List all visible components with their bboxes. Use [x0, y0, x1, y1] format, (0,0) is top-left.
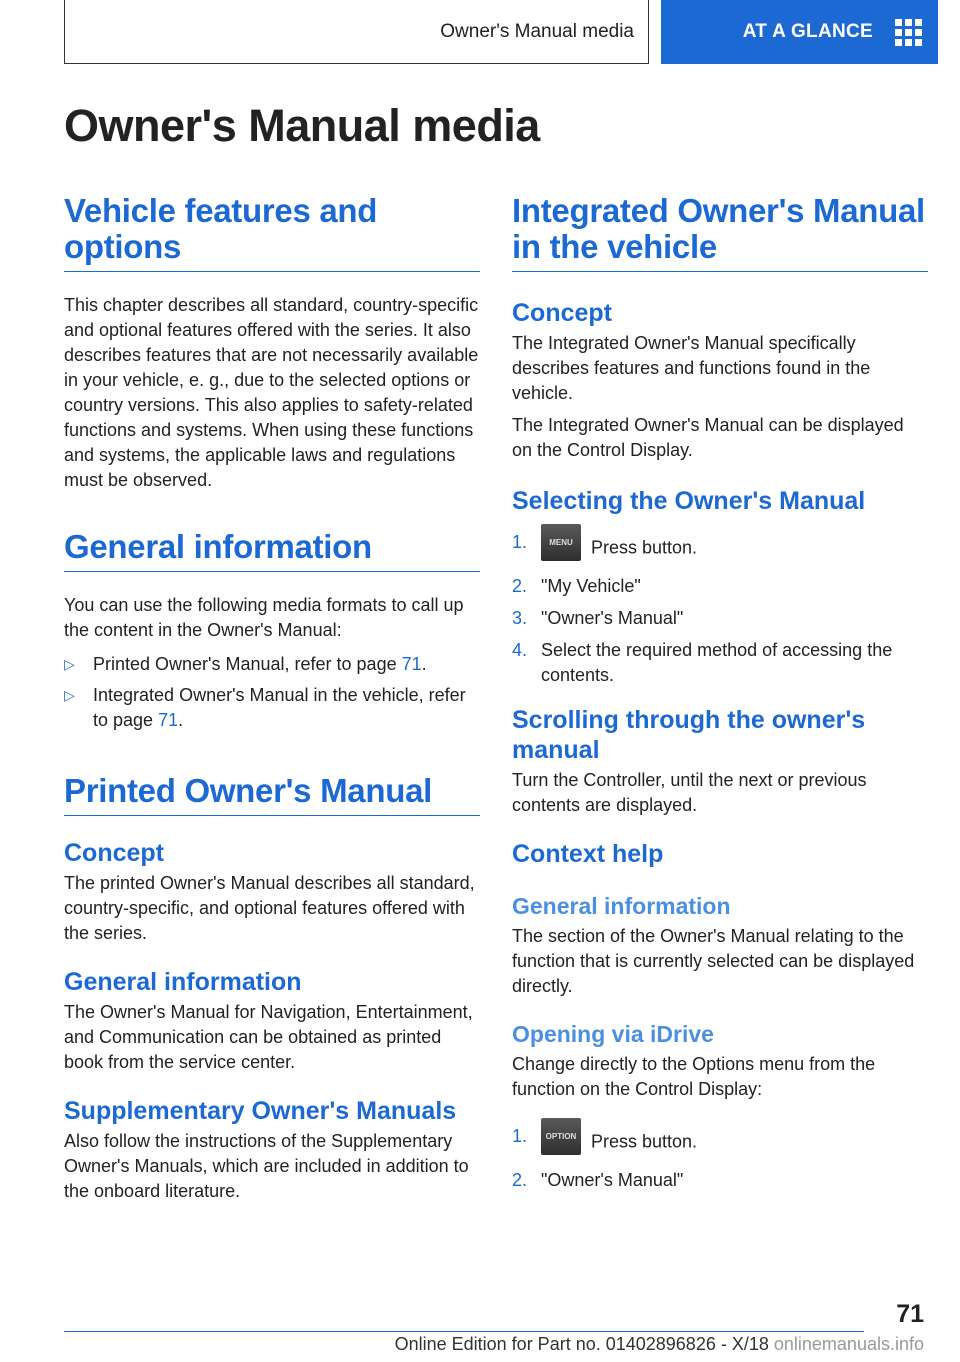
left-column	[64, 193, 480, 1204]
triangle-bullet-icon: ▷	[64, 687, 75, 703]
printed-concept-text: The printed Owner's Manual describes all standard, country-specific, and optional features offered with the series.	[64, 873, 475, 943]
integrated-concept-text-2: The Integrated Owner's Manual can be displayed on the Control Display.	[512, 415, 904, 460]
printed-general-heading: General information	[64, 968, 302, 996]
list-item: 2. "My Vehicle"	[512, 576, 641, 596]
list-item: ▷ Integrated Owner's Manual in the vehicle, refer to page 71.	[64, 685, 466, 730]
idrive-text: Change directly to the Options menu from the function on the Control Display:	[512, 1054, 876, 1099]
general-information-heading: General information	[64, 529, 480, 572]
integrated-concept-text-1: The Integrated Owner's Manual specifically describes features and functions found in the vehicle.	[512, 333, 871, 403]
triangle-bullet-icon: ▷	[64, 656, 75, 672]
selecting-steps	[512, 530, 928, 688]
footer-watermark-site: onlinemanuals.info	[773, 1334, 924, 1354]
page-number: 71	[896, 1300, 924, 1328]
list-item: 4. Select the required method of accessing the contents.	[512, 640, 893, 685]
footer-edition	[0, 1334, 924, 1355]
right-column	[512, 193, 928, 1200]
selecting-heading: Selecting the Owner's Manual	[512, 487, 866, 515]
page-title: Owner's Manual media	[64, 100, 540, 151]
page-link[interactable]: 71	[401, 654, 422, 674]
idrive-steps	[512, 1124, 928, 1193]
list-item: 2. "Owner's Manual"	[512, 1170, 684, 1190]
printed-concept-heading: Concept	[64, 839, 164, 867]
general-information-text: You can use the following media formats to call up the content in the Owner's Manual:	[64, 595, 464, 640]
footer-divider	[64, 1331, 864, 1332]
supplementary-text: Also follow the instructions of the Supplementary Owner's Manuals, which are included in addition to the onboard literature.	[64, 1131, 469, 1201]
scrolling-heading: Scrolling through the owner's manual	[512, 706, 866, 764]
scrolling-text: Turn the Controller, until the next or previous contents are displayed.	[512, 770, 867, 815]
printed-general-text: The Owner's Manual for Navigation, Entertainment, and Communication can be obtained as printed book from the service center.	[64, 1002, 473, 1072]
context-help-heading: Context help	[512, 840, 664, 868]
integrated-manual-heading: Integrated Owner's Manual in the vehicle	[512, 193, 928, 272]
header-chapter-label: AT A GLANCE	[742, 21, 873, 42]
page-link[interactable]: 71	[158, 710, 179, 730]
header-section-label: Owner's Manual media	[440, 20, 634, 42]
list-item: 1. OPTION Press button.	[512, 1124, 928, 1161]
printed-manual-heading: Printed Owner's Manual	[64, 773, 480, 816]
idrive-heading: Opening via iDrive	[512, 1021, 714, 1047]
header-section	[64, 0, 649, 64]
header-chapter-tab[interactable]	[661, 0, 938, 64]
grid-menu-icon	[895, 19, 922, 46]
footer-edition-text: Online Edition for Part no. 01402896826 - X/18	[394, 1334, 769, 1354]
list-item: 3. "Owner's Manual"	[512, 608, 684, 628]
integrated-concept-heading: Concept	[512, 299, 612, 327]
list-item: 1. MENU Press button.	[512, 530, 928, 567]
supplementary-heading: Supplementary Owner's Manuals	[64, 1097, 457, 1125]
menu-button-icon: MENU	[541, 524, 581, 561]
list-item: ▷ Printed Owner's Manual, refer to page 71.	[64, 652, 480, 677]
vehicle-features-text: This chapter describes all standard, country-specific and optional features offered with the series. It also describes features that are not necessarily available in your vehicle, e. g., due to the selected options or country versions. This also applies to safety-related functions and systems. When using these functions and systems, the applicable laws and regulations must be observed.	[64, 295, 479, 490]
vehicle-features-heading: Vehicle features and options	[64, 193, 480, 272]
media-formats-list	[64, 652, 480, 733]
option-button-icon: OPTION	[541, 1118, 581, 1155]
context-general-heading: General information	[512, 893, 731, 919]
context-general-text: The section of the Owner's Manual relating to the function that is currently selected can be displayed directly.	[512, 926, 915, 996]
